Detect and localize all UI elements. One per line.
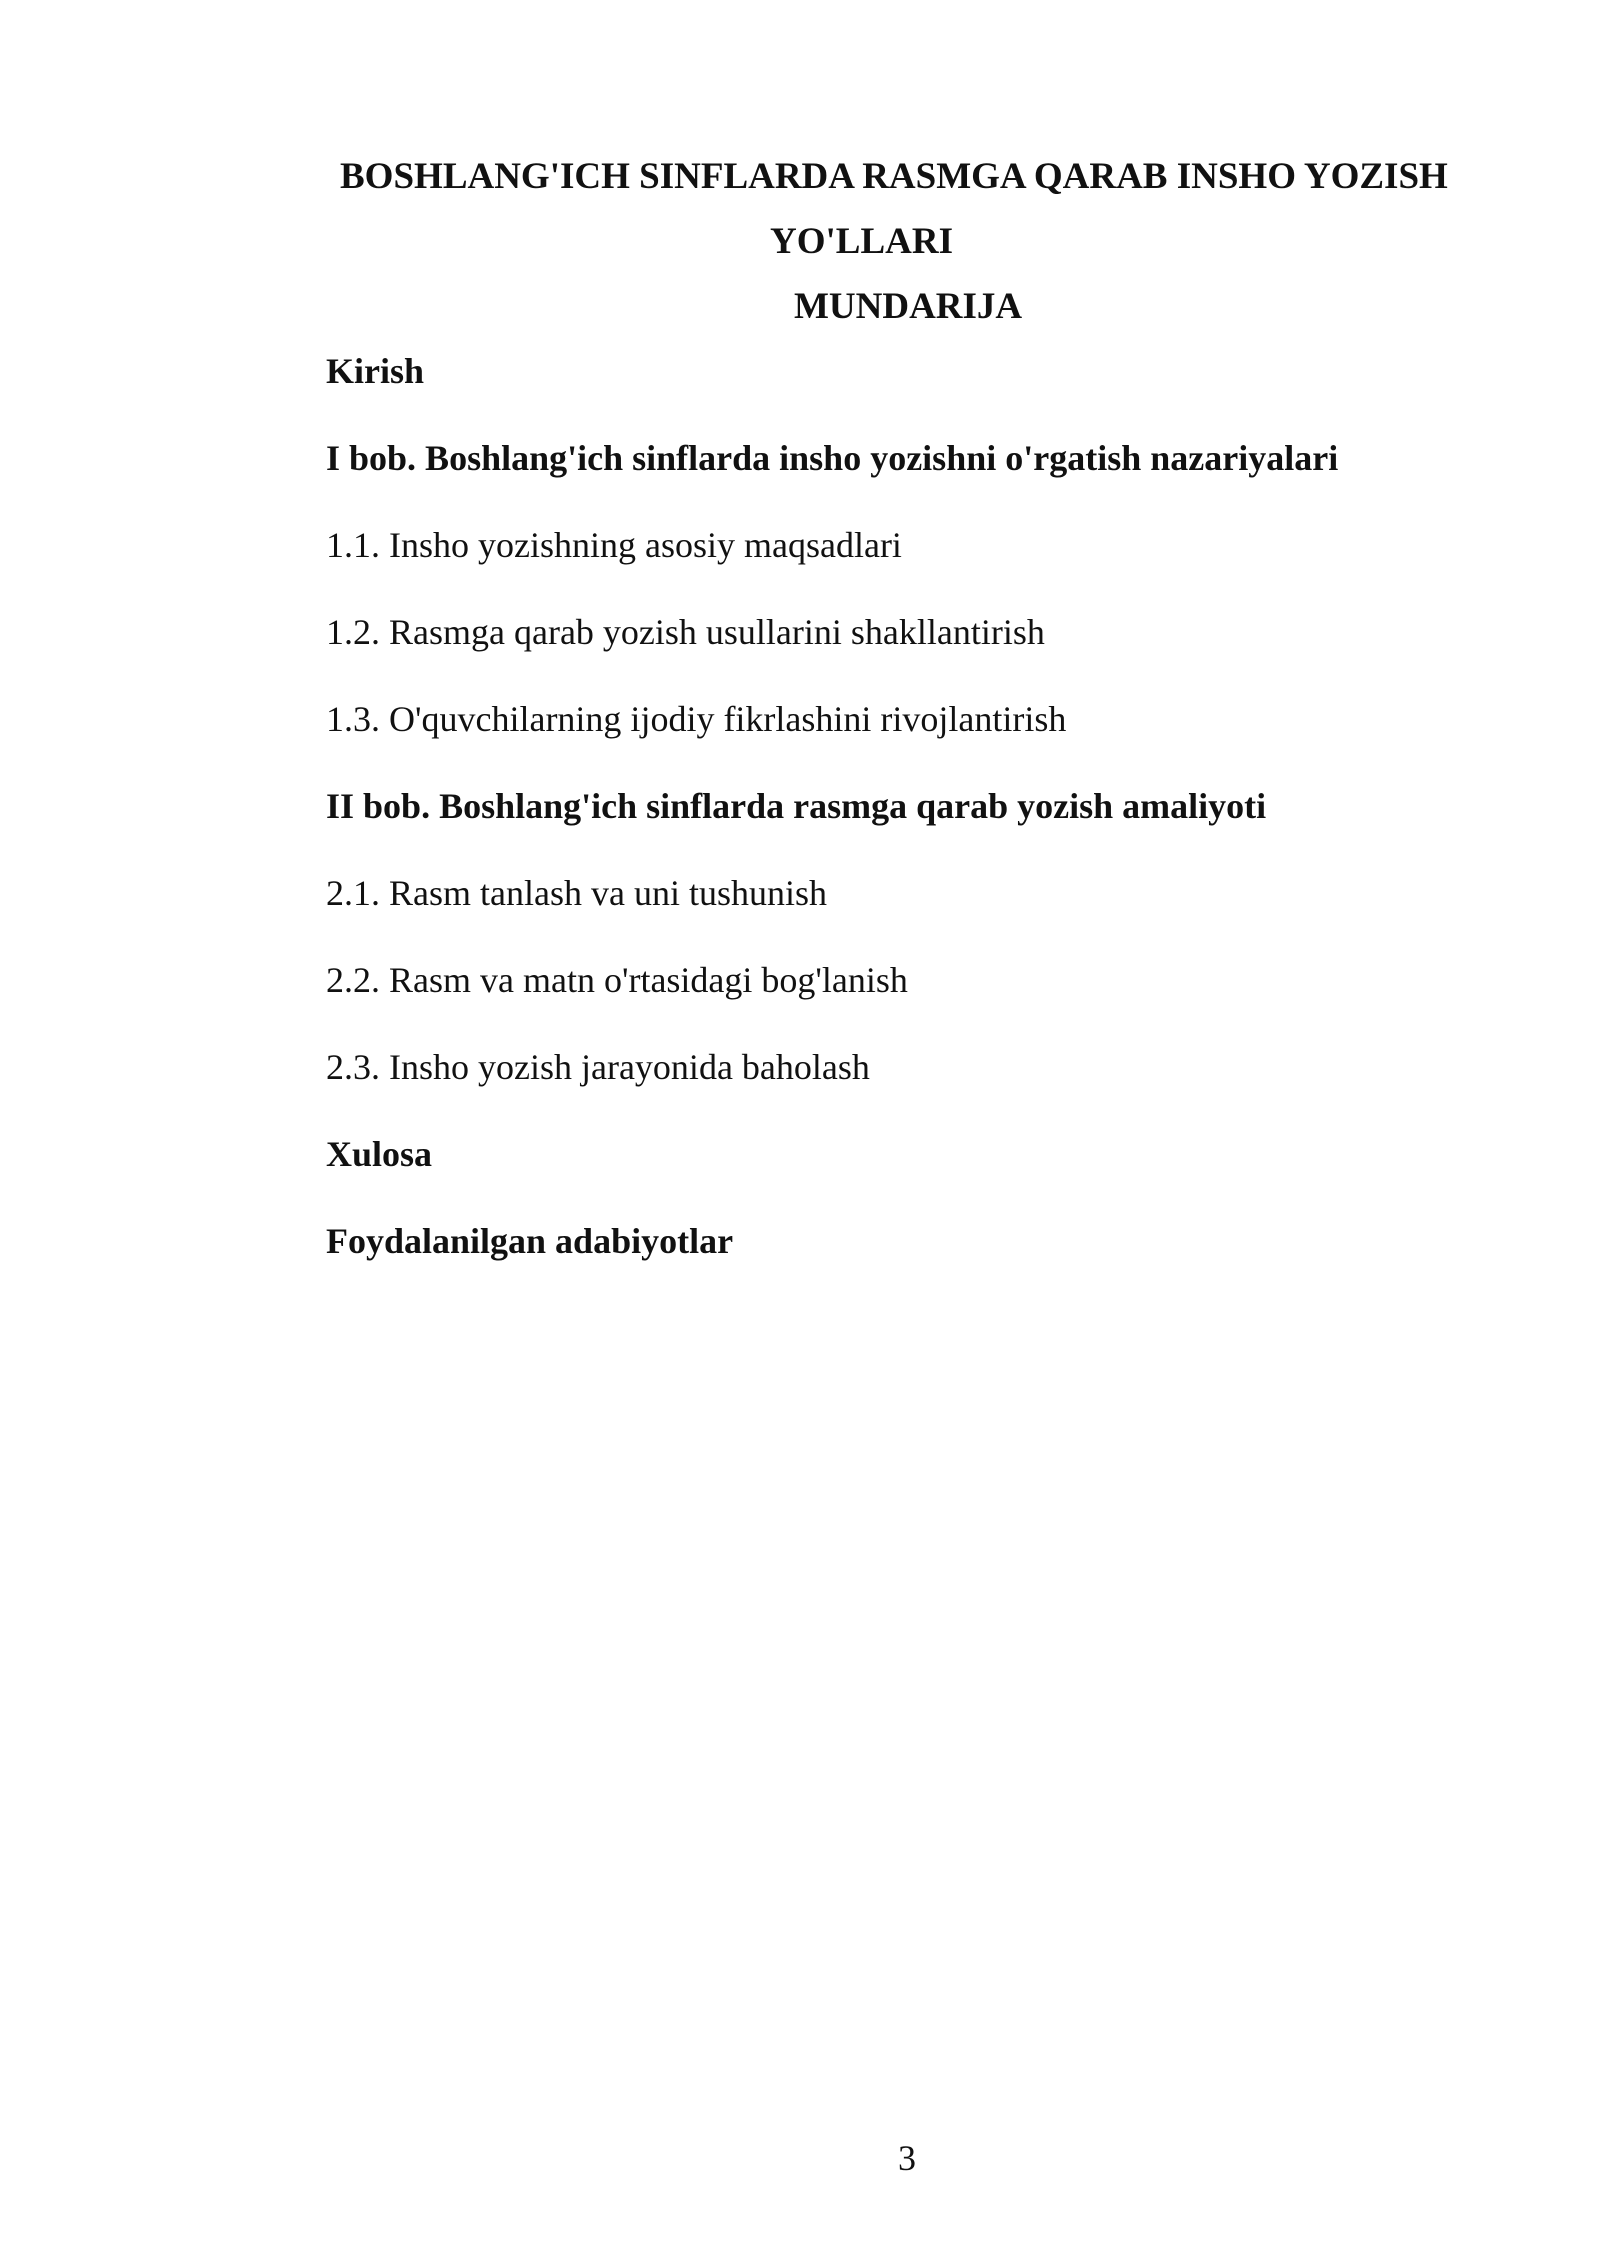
toc-entry-section-2-1: 2.1. Rasm tanlash va uni tushunish bbox=[326, 873, 827, 913]
toc-entry-chapter-1: I bob. Boshlang'ich sinflarda insho yozishni o'rgatish nazariyalari bbox=[326, 438, 1339, 478]
toc-entry-section-1-2: 1.2. Rasmga qarab yozish usullarini shakllantirish bbox=[326, 612, 1045, 652]
toc-entry-section-1-1: 1.1. Insho yozishning asosiy maqsadlari bbox=[326, 525, 902, 565]
toc-entry-section-2-2: 2.2. Rasm va matn o'rtasidagi bog'lanish bbox=[326, 960, 908, 1000]
toc-entry-conclusion: Xulosa bbox=[326, 1134, 433, 1174]
toc-entry-section-1-3: 1.3. O'quvchilarning ijodiy fikrlashini rivojlantirish bbox=[326, 699, 1067, 739]
contents-heading: MUNDARIJA bbox=[794, 286, 1023, 327]
toc-entry-introduction: Kirish bbox=[326, 351, 425, 391]
document-title-line-1: BOSHLANG'ICH SINFLARDA RASMGA QARAB INSHO YOZISH bbox=[340, 156, 1448, 197]
toc-entry-references: Foydalanilgan adabiyotlar bbox=[326, 1221, 734, 1261]
toc-entry-section-2-3: 2.3. Insho yozish jarayonida baholash bbox=[326, 1047, 870, 1087]
toc-entry-chapter-2: II bob. Boshlang'ich sinflarda rasmga qarab yozish amaliyoti bbox=[326, 786, 1267, 826]
document-title-line-2: YO'LLARI bbox=[770, 221, 953, 262]
page-number: 3 bbox=[898, 2138, 916, 2178]
